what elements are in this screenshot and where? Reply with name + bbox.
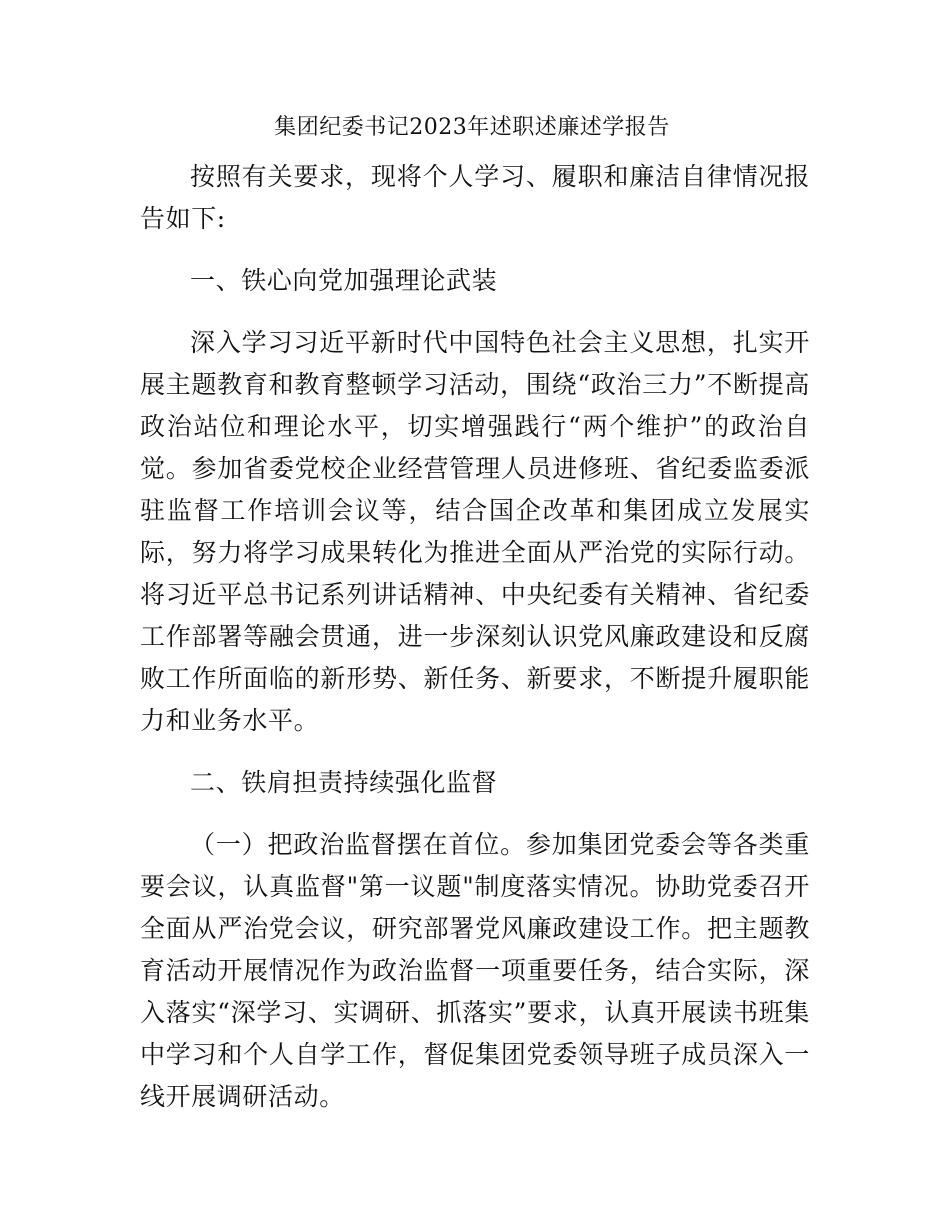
section-2-heading: 二、铁肩担责持续强化监督 <box>190 768 498 797</box>
document-page <box>140 108 810 1118</box>
section-1-heading: 一、铁心向党加强理论武装 <box>190 266 498 295</box>
section-1-body: 深入学习习近平新时代中国特色社会主义思想，扎实开展主题教育和教育整顿学习活动，围绕“政治三力”不断提高政治站位和理论水平，切实增强践行“两个维护”的政治自觉。参加省委党校企业经营管理人员进修班、省纪委监委派驻监督工作培训会议等，结合国企改革和集团成立发展实际，努力将学习成果转化为推进全面从严治党的实际行动。将习近平总书记系列讲话精神、中央纪委有关精神、省纪委工作部署等融会贯通，进一步深刻认识党风廉政建设和反腐败工作所面临的新形势、新任务、新要求，不断提升履职能力和业务水平。 <box>140 328 810 735</box>
section-2-subsection-1: （一）把政治监督摆在首位。参加集团党委会等各类重要会议，认真监督"第一议题"制度落实情况。协助党委召开全面从严治党会议，研究部署党风廉政建设工作。把主题教育活动开展情况作为政治监督一项重要任务，结合实际，深入落实“深学习、实调研、抓落实”要求，认真开展读书班集中学习和个人自学工作，督促集团党委领导班子成员深入一线开展调研活动。 <box>140 830 810 1111</box>
document-title: 集团纪委书记2023年述职述廉述学报告 <box>274 115 670 140</box>
intro-paragraph: 按照有关要求，现将个人学习、履职和廉洁自律情况报告如下: <box>140 162 810 233</box>
